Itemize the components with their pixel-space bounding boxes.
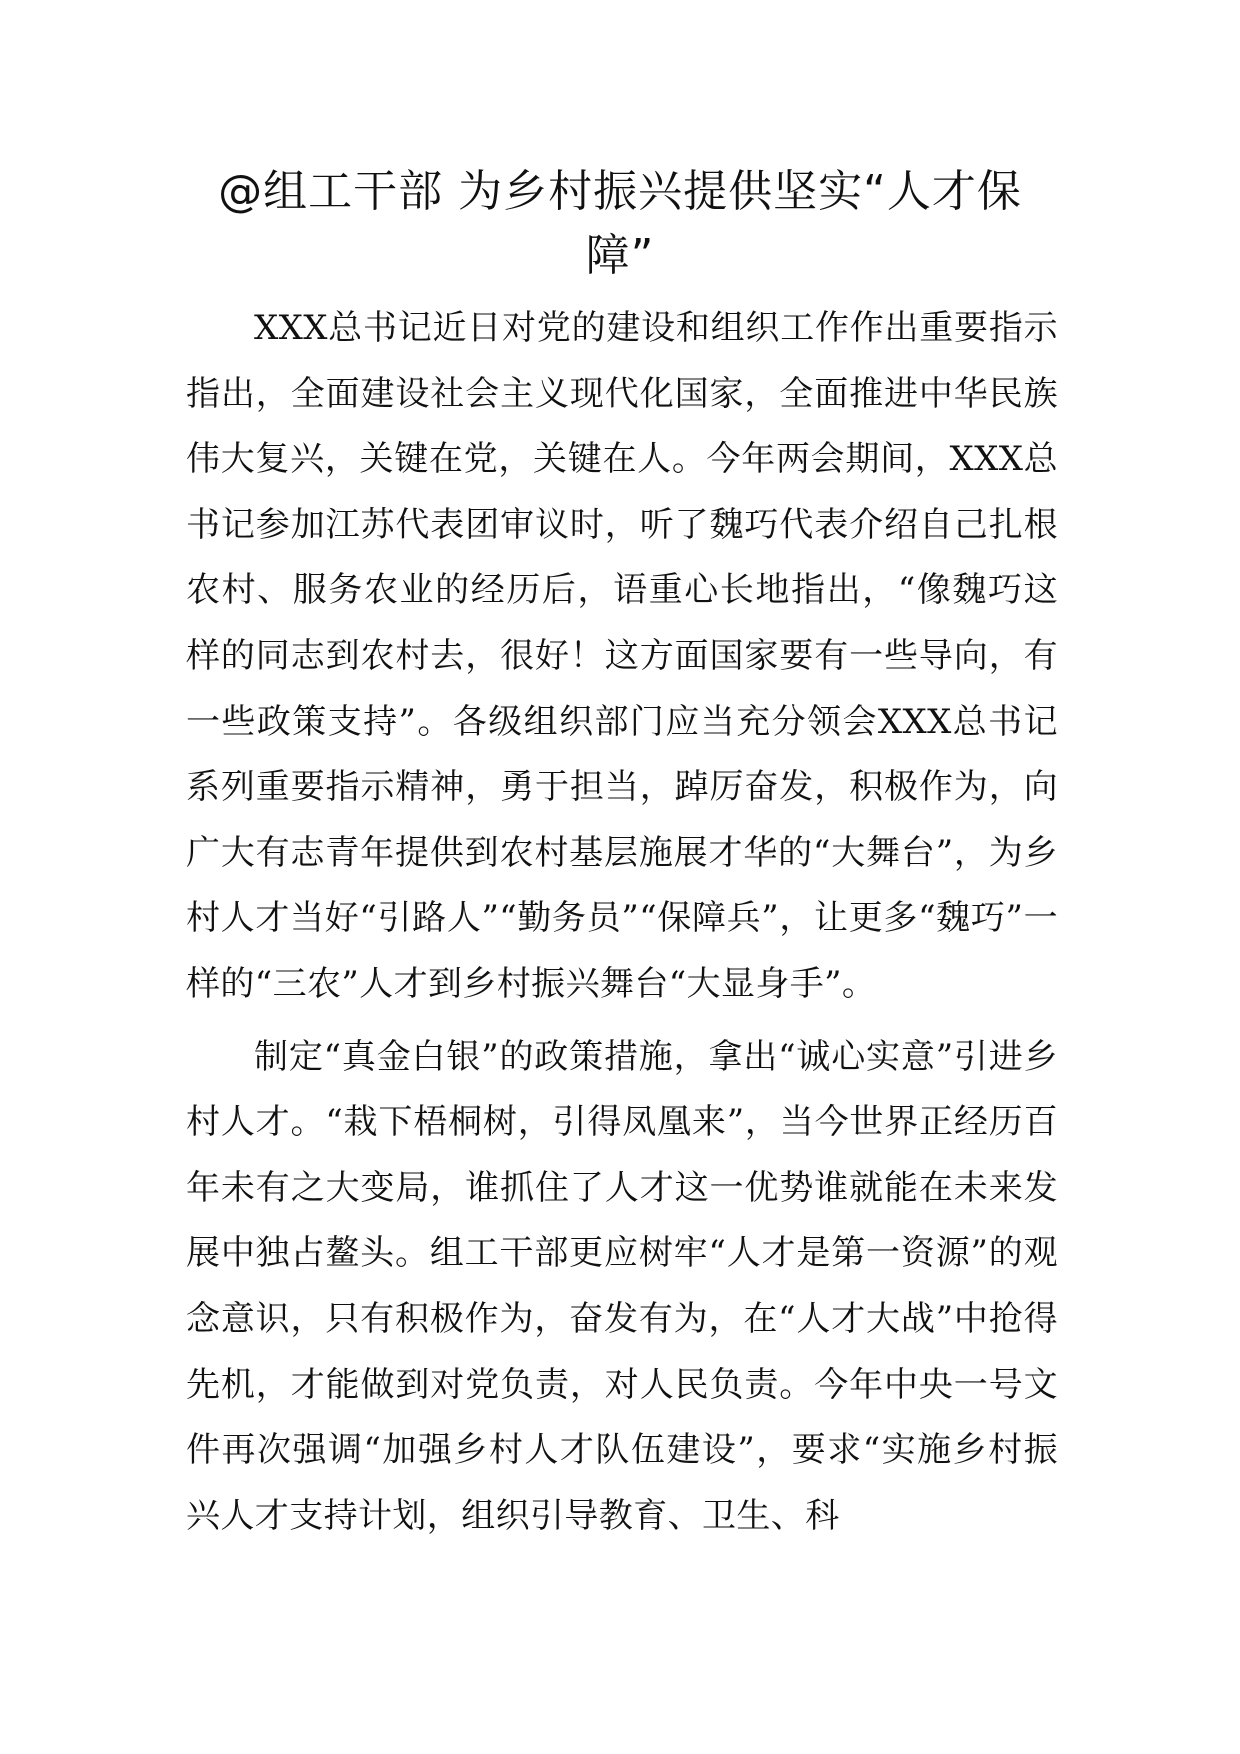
document-title: @组工干部 为乡村振兴提供坚实“人才保障” xyxy=(218,166,1022,281)
paragraph: 制定“真金白银”的政策措施，拿出“诚心实意”引进乡村人才。“栽下梧桐树，引得凤凰来”，当今世界正经历百年未有之大变局，谁抓住了人才这一优势谁就能在未来发展中独占鳌头。组工干部更应树牢“人才是第一资源”的观念意识，只有积极作为，奋发有为，在“人才大战”中抢得先机，才能做到对党负责，对人民负责。今年中央一号文件再次强调“加强乡村人才队伍建设”，要求“实施乡村振兴人才支持计划，组织引导教育、卫生、科 xyxy=(186,1036,1058,1536)
document-body xyxy=(186,296,1058,1549)
paragraph: XXX总书记近日对党的建设和组织工作作出重要指示指出，全面建设社会主义现代化国家，全面推进中华民族伟大复兴，关键在党，关键在人。今年两会期间，XXX总书记参加江苏代表团审议时，听了魏巧代表介绍自己扎根农村、服务农业的经历后，语重心长地指出，“像魏巧这样的同志到农村去，很好！这方面国家要有一些导向，有一些政策支持”。各级组织部门应当充分领会XXX总书记系列重要指示精神，勇于担当，踔厉奋发，积极作为，向广大有志青年提供到农村基层施展才华的“大舞台”，为乡村人才当好“引路人”“勤务员”“保障兵”，让更多“魏巧”一样的“三农”人才到乡村振兴舞台“大显身手”。 xyxy=(186,308,1058,1004)
